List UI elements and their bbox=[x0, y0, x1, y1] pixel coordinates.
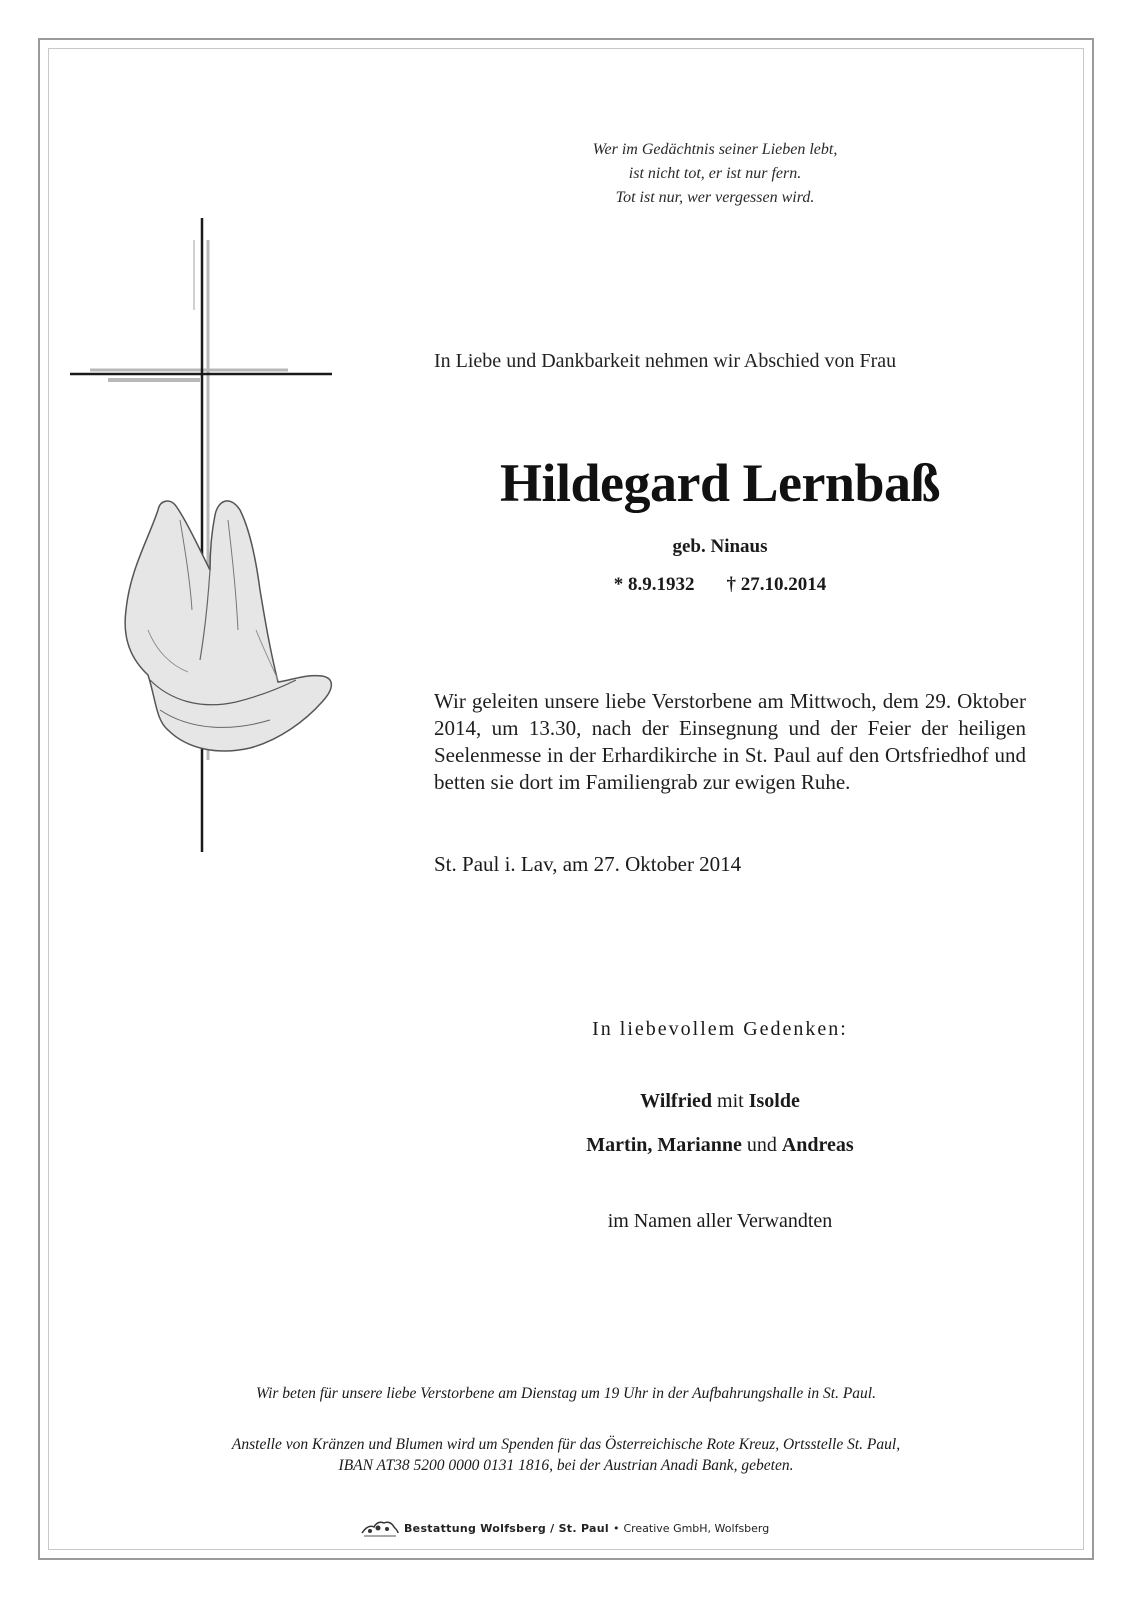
footer bbox=[360, 1516, 780, 1540]
praying-hands-icon bbox=[125, 501, 331, 751]
life-dates bbox=[430, 574, 1010, 596]
family-names-martin-marianne: Martin, Marianne bbox=[586, 1134, 742, 1156]
death-date: † 27.10.2014 bbox=[726, 574, 827, 595]
family-line-2 bbox=[430, 1134, 1010, 1157]
memory-heading: In liebevollem Gedenken: bbox=[592, 1018, 848, 1040]
donation-line-1: Anstelle von Kränzen und Blumen wird um Spenden für das Österreichische Rote Kreuz, Ortsstelle St. Paul, bbox=[231, 1436, 901, 1453]
cross-icon bbox=[70, 218, 332, 852]
family-name-wilfried: Wilfried bbox=[640, 1090, 713, 1112]
place-and-date: St. Paul i. Lav, am 27. Oktober 2014 bbox=[434, 852, 742, 876]
donation-line-2: IBAN AT38 5200 0000 0131 1816, bei der Austrian Anadi Bank, gebeten. bbox=[338, 1457, 794, 1474]
motto-line-3: Tot ist nur, wer vergessen wird. bbox=[615, 189, 815, 206]
family-name-isolde: Isolde bbox=[748, 1090, 800, 1112]
family-joiner-und: und bbox=[746, 1134, 777, 1156]
motto-line-2: ist nicht tot, er ist nur fern. bbox=[628, 165, 802, 182]
birth-date: * 8.9.1932 bbox=[613, 574, 695, 595]
relatives-line: im Namen aller Verwandten bbox=[607, 1210, 833, 1232]
footer-creator: Creative GmbH, Wolfsberg bbox=[623, 1521, 770, 1535]
deceased-name: Hildegard Lernbaß bbox=[499, 453, 941, 513]
motto-verse bbox=[560, 138, 870, 210]
family-line-1 bbox=[430, 1090, 1010, 1113]
funeral-home-logo-icon bbox=[360, 1517, 400, 1539]
cross-with-praying-hands bbox=[60, 210, 350, 870]
birth-name: geb. Ninaus bbox=[672, 536, 768, 557]
family-name-andreas: Andreas bbox=[781, 1134, 854, 1156]
family-joiner-mit: mit bbox=[717, 1090, 744, 1112]
funeral-announcement-text: Wir geleiten unsere liebe Verstorbene am Mittwoch, dem 29. Oktober 2014, um 13.30, nach der Einsegnung und der Feier der heiligen Seelenmesse in der Erhardikirche in St. Paul auf den Ortsfriedhof und betten sie dort im Familiengrab zur ewigen Ruhe. bbox=[434, 689, 1026, 794]
footer-company: Bestattung Wolfsberg / St. Paul bbox=[404, 1521, 609, 1535]
motto-line-1: Wer im Gedächtnis seiner Lieben lebt, bbox=[592, 141, 838, 158]
prayer-note: Wir beten für unsere liebe Verstorbene am Dienstag um 19 Uhr in der Aufbahrungshalle in St. Paul. bbox=[256, 1385, 876, 1402]
intro-text: In Liebe und Dankbarkeit nehmen wir Abschied von Frau bbox=[434, 350, 897, 372]
donation-note bbox=[90, 1434, 1042, 1476]
footer-bullet: • bbox=[612, 1521, 620, 1535]
